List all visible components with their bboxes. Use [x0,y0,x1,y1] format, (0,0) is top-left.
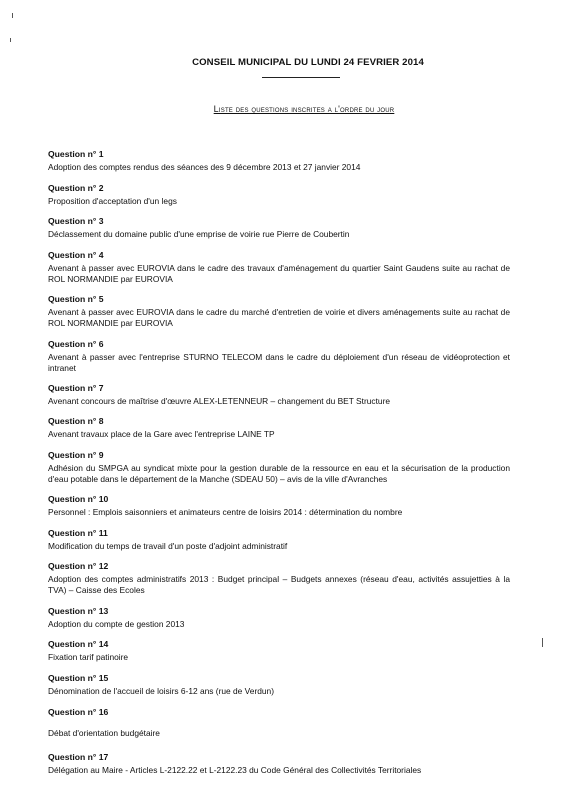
question-text: Modification du temps de travail d'un poste d'adjoint administratif [48,541,288,551]
agenda-subtitle: Liste des questions inscrites a l'ordre du jour [213,104,395,114]
agenda-item-1 [48,149,510,173]
agenda-item-11 [48,528,510,552]
question-text: Avenant à passer avec l'entreprise STURNO TELECOM dans le cadre du déploiement d'un réseau de vidéoprotection et intranet [48,352,510,373]
agenda-item-6 [48,339,510,374]
agenda-item-10 [48,494,510,518]
question-label: Question n° 16 [48,707,109,717]
agenda-item-9 [48,450,510,485]
agenda-item-17 [48,752,510,776]
question-label: Question n° 17 [48,752,109,762]
question-text: Avenant concours de maîtrise d'œuvre ALEX-LETENNEUR – changement du BET Structure [48,396,391,406]
title-underline [262,77,340,78]
question-label: Question n° 13 [48,606,109,616]
question-label: Question n° 15 [48,673,109,683]
question-label: Question n° 11 [48,528,108,538]
question-label: Question n° 9 [48,450,104,460]
question-label: Question n° 5 [48,294,104,304]
agenda-item-8 [48,416,510,440]
agenda-item-5 [48,294,510,329]
question-text: Avenant à passer avec EUROVIA dans le cadre du marché d'entretien de voirie et divers aménagements suite au rachat de ROL NORMANDIE par EUROVIA [48,307,510,328]
agenda-item-16 [48,707,510,739]
agenda-item-7 [48,383,510,407]
question-text: Personnel : Emplois saisonniers et animateurs centre de loisirs 2014 : détermination du nombre [48,507,403,517]
question-text: Avenant à passer avec EUROVIA dans le cadre des travaux d'aménagement du quartier Saint Gaudens suite au rachat de ROL NORMANDIE par EUROVIA [48,263,510,284]
question-text: Adhésion du SMPGA au syndicat mixte pour la gestion durable de la ressource en eau et la sécurisation de la production d'eau potable dans le département de la Manche (SDEAU 50) – avis de la ville d'Avranches [48,463,510,484]
scan-mark [12,13,13,18]
scan-mark [542,638,543,647]
agenda-item-3 [48,216,510,240]
question-label: Question n° 1 [48,149,104,159]
agenda-item-12 [48,561,510,596]
agenda-item-2 [48,183,510,207]
scan-mark [10,38,11,42]
question-text: Adoption des comptes rendus des séances des 9 décembre 2013 et 27 janvier 2014 [48,162,361,172]
question-text: Proposition d'acceptation d'un legs [48,196,177,206]
agenda-item-4 [48,250,510,285]
question-text: Délégation au Maire - Articles L-2122.22 et L-2122.23 du Code Général des Collectivités Territoriales [48,765,422,775]
question-text: Adoption du compte de gestion 2013 [48,619,185,629]
agenda-item-15 [48,673,510,697]
question-text: Dénomination de l'accueil de loisirs 6-12 ans (rue de Verdun) [48,686,274,696]
agenda-item-13 [48,606,510,630]
question-text: Avenant travaux place de la Gare avec l'entreprise LAINE TP [48,429,275,439]
question-label: Question n° 6 [48,339,104,349]
question-text: Déclassement du domaine public d'une emprise de voirie rue Pierre de Coubertin [48,229,350,239]
question-label: Question n° 7 [48,383,104,393]
question-label: Question n° 3 [48,216,104,226]
page-title: CONSEIL MUNICIPAL DU LUNDI 24 FEVRIER 2014 [192,57,424,68]
question-text: Fixation tarif patinoire [48,652,129,662]
question-label: Question n° 8 [48,416,104,426]
question-label: Question n° 4 [48,250,104,260]
question-label: Question n° 10 [48,494,109,504]
question-text: Adoption des comptes administratifs 2013 : Budget principal – Budgets annexes (réseau d'eau, activités assujetties à la TVA) – Caisse des Ecoles [48,574,510,595]
agenda-item-14 [48,639,510,663]
question-label: Question n° 14 [48,639,109,649]
question-text: Débat d'orientation budgétaire [48,728,160,738]
question-label: Question n° 2 [48,183,104,193]
question-label: Question n° 12 [48,561,109,571]
